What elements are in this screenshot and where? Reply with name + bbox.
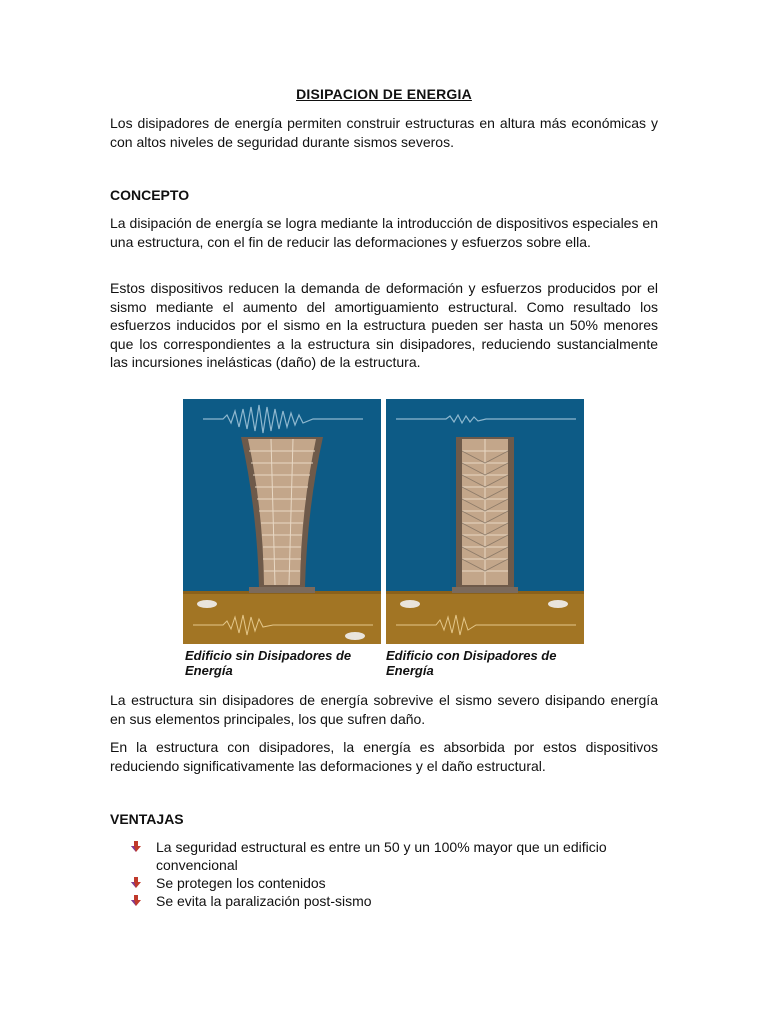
document-title: DISIPACION DE ENERGIA	[296, 86, 472, 102]
concepto-heading: CONCEPTO	[110, 187, 190, 203]
building-without-dissipators-illustration	[183, 399, 381, 644]
list-item-text: La seguridad estructural es entre un 50 y un 100% mayor que un edificio convencional	[156, 839, 607, 873]
arrow-bullet-icon	[130, 895, 142, 907]
caption-without-dissipators: Edificio sin Disipadores de Energía	[185, 648, 352, 678]
list-item	[130, 838, 660, 874]
intro-paragraph: Los disipadores de energía permiten construir estructuras en altura más económicas y con altos niveles de seguridad durante sismos severos.	[110, 115, 658, 150]
after-paragraph-2: En la estructura con disipadores, la energía es absorbida por estos dispositivos reduciendo significativamente las deformaciones y el daño estructural.	[110, 739, 658, 774]
building-comparison-figure	[183, 399, 584, 679]
figure-panel-without-dissipators	[183, 399, 381, 644]
after-paragraph-1: La estructura sin disipadores de energía sobrevive el sismo severo disipando energía en sus elementos principales, los que sufren daño.	[110, 692, 658, 727]
arrow-bullet-icon	[130, 877, 142, 889]
ventajas-list	[130, 838, 660, 910]
concepto-paragraph-2: Estos dispositivos reducen la demanda de deformación y esfuerzos producidos por el sismo mediante el aumento del amortiguamiento estructural. Como resultado los esfuerzos inducidos por el sismo en la estructura pueden ser hasta un 50% menores que los correspondientes a la estructura sin disipadores, reduciendo sustancialmente las incursiones inelásticas (daño) de la estructura.	[110, 280, 658, 370]
list-item-text: Se evita la paralización post-sismo	[156, 893, 372, 909]
figure-panel-with-dissipators	[386, 399, 584, 644]
list-item	[130, 892, 660, 910]
building-with-dissipators-illustration	[386, 399, 584, 644]
caption-with-dissipators: Edificio con Disipadores de Energía	[386, 648, 557, 678]
arrow-bullet-icon	[130, 841, 142, 853]
list-item	[130, 874, 660, 892]
concepto-paragraph-1: La disipación de energía se logra mediante la introducción de dispositivos especiales en una estructura, con el fin de reducir las deformaciones y esfuerzos sobre ella.	[110, 215, 658, 250]
list-item-text: Se protegen los contenidos	[156, 875, 326, 891]
ventajas-heading: VENTAJAS	[110, 811, 184, 827]
